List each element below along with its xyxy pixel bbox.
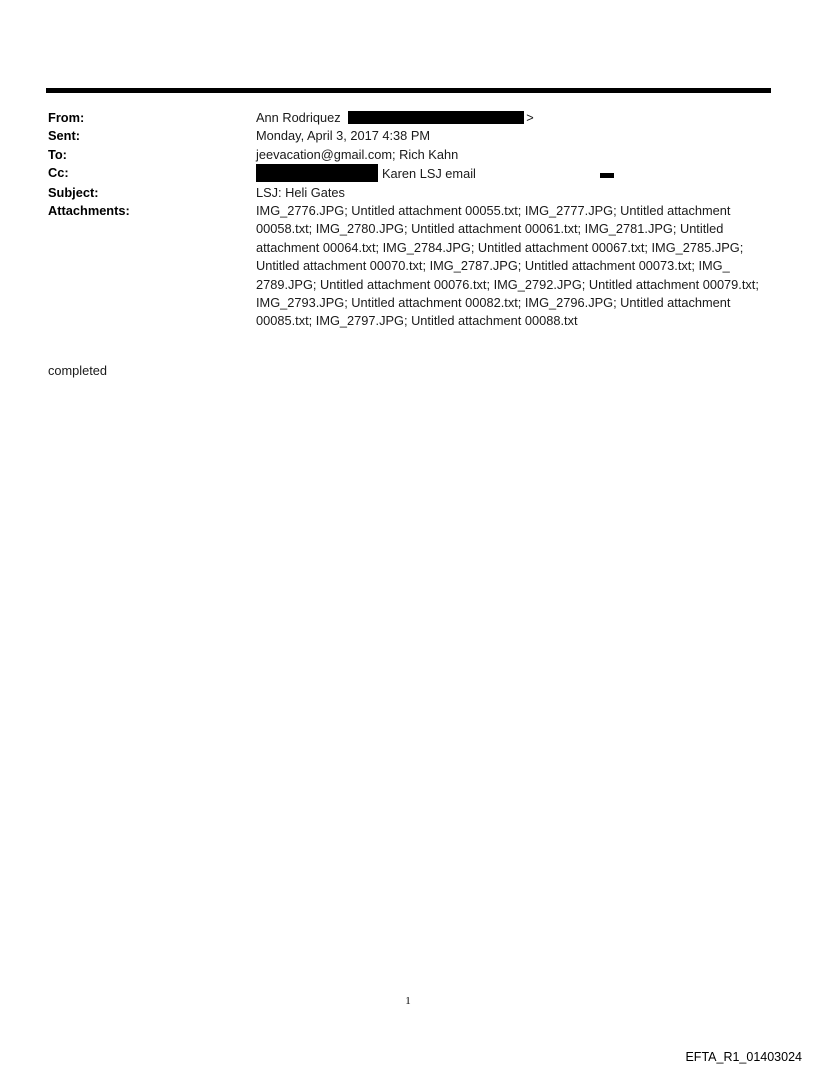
- header-divider: [46, 88, 771, 93]
- cc-label: Cc:: [48, 165, 69, 181]
- cc-text: Karen LSJ email: [382, 166, 476, 182]
- cc-value: [256, 164, 768, 183]
- from-value: [256, 109, 768, 127]
- to-row: [48, 146, 768, 164]
- redaction-block: [256, 164, 378, 182]
- attachments-label: Attachments:: [48, 203, 130, 219]
- redaction-block: [600, 173, 614, 178]
- redaction-block: [348, 111, 524, 124]
- sent-label: Sent:: [48, 128, 80, 144]
- to-value: jeevacation@gmail.com; Rich Kahn: [256, 146, 459, 162]
- sent-row: [48, 127, 768, 145]
- to-label: To:: [48, 146, 67, 162]
- sent-value: Monday, April 3, 2017 4:38 PM: [256, 128, 431, 144]
- page-number: 1: [405, 995, 411, 1007]
- subject-label: Subject:: [48, 184, 99, 200]
- from-name: Ann Rodriquez: [256, 110, 341, 125]
- subject-value: LSJ: Heli Gates: [256, 184, 345, 200]
- attachments-row: [48, 202, 768, 331]
- email-header: [48, 109, 768, 331]
- from-bracket-close: >: [526, 110, 534, 125]
- email-body: completed: [48, 363, 108, 378]
- document-id: EFTA_R1_01403024: [685, 1050, 802, 1064]
- from-label: From:: [48, 110, 85, 125]
- cc-row: [48, 164, 768, 183]
- subject-row: [48, 184, 768, 202]
- from-row: [48, 109, 768, 127]
- attachments-value: IMG_2776.JPG; Untitled attachment 00055.txt; IMG_2777.JPG; Untitled attachment 00058.txt; IMG_2780.JPG; Untitled attachment 00061.txt; IMG_2781.JPG; Untitled attachment 00064.txt; IMG_2784.JPG; Untitled attachment 00067.txt; IMG_2785.JPG; Untitled attachment 00070.txt; IMG_2787.JPG; Untitled attachment 00073.txt; IMG_ 2789.JPG; Untitled attachment 00076.txt; IMG_2792.JPG; Untitled attachment 00079.txt; IMG_2793.JPG; Untitled attachment 00082.txt; IMG_2796.JPG; Untitled attachment 00085.txt; IMG_2797.JPG; Untitled attachment 00088.txt: [256, 203, 759, 329]
